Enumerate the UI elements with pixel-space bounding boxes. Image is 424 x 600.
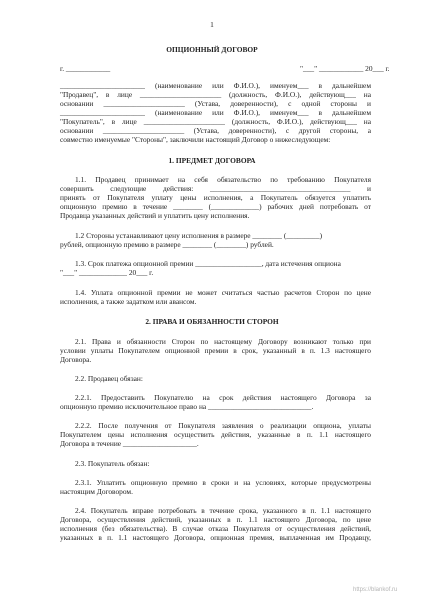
preamble-line: основании ______________________ (Устава, доверенности), с другой стороны, а xyxy=(60,126,371,135)
watermark: https://blankof.ru xyxy=(353,587,398,593)
page-number: 1 xyxy=(210,20,214,29)
clause-1-1-line: опционную премию в течение ________ (_____________) рабочих дней потребовать от xyxy=(60,202,371,211)
clause-2-2-2-line: Покупателем цены исполнения осуществить действия, указанные в п. 1.1 настоящего xyxy=(60,430,371,439)
clause-1-1-line: 1.1. Продавец принимает на себя обязательство по требованию Покупателя xyxy=(75,175,371,184)
clause-2-3-heading: 2.3. Покупатель обязан: xyxy=(75,459,150,468)
clause-1-2-line: рублей, опционную премию в размере ________ (________) рублей. xyxy=(60,240,274,249)
preamble-line: "Продавец", в лице ______________________ (должность, Ф.И.О.), действующ___ на xyxy=(60,90,371,99)
clause-2-4-line: Договора, осуществления действий, указанных в п. 1.1 настоящего Договора, по цене xyxy=(60,515,371,524)
clause-1-1-line: совершить следующие действия: ______________________________________ и xyxy=(60,184,371,193)
section-1-heading: 1. ПРЕДМЕТ ДОГОВОРА xyxy=(168,156,256,165)
clause-1-3-line: "___" _____________ 20___ г. xyxy=(60,268,154,277)
clause-1-1-line: принять от Покупателя уплату цены исполнения, а Покупатель обязуется уплатить xyxy=(60,193,371,202)
clause-2-3-1-line: настоящим Договором. xyxy=(60,487,133,496)
preamble-line: _______________________ (наименование или Ф.И.О.), именуем___ в дальнейшем xyxy=(60,108,371,117)
preamble-line: "Покупатель", в лице ______________________ (должность, Ф.И.О.), действующ___ на xyxy=(60,117,371,126)
preamble-line: основании ______________________ (Устава, доверенности), с одной стороны и xyxy=(60,99,371,108)
clause-2-3-1-line: 2.3.1. Уплатить опционную премию в сроки и на условиях, которые предусмотрены xyxy=(75,478,371,487)
clause-2-2-1-line: опционную премию исключительное право на ____________________________. xyxy=(60,402,314,411)
clause-2-2-2-line: Договора в течение ____________________. xyxy=(60,439,199,448)
city-field: г. ____________ xyxy=(60,64,111,73)
preamble-line: совместно именуемые "Стороны", заключили настоящий Договор о нижеследующем: xyxy=(60,135,331,144)
clause-2-1-line: Договора. xyxy=(60,355,92,364)
clause-1-3-line: 1.3. Срок платежа опционной премии __________________, дата истечения опциона xyxy=(75,259,341,268)
clause-2-2-2-line: 2.2.2. После получения от Покупателя заявления о реализации опциона, уплаты xyxy=(75,421,371,430)
clause-2-2-heading: 2.2. Продавец обязан: xyxy=(75,374,143,383)
clause-2-4-line: указанных в п. 1.1 настоящего Договора, опционная премия, выплаченная им Продавцу, xyxy=(60,533,371,542)
clause-1-4-line: исполнения, а также задатком или авансом. xyxy=(60,297,197,306)
clause-2-4-line: 2.4. Покупатель вправе потребовать в течение срока, указанного в п. 1.1 настоящего xyxy=(75,506,371,515)
clause-1-1-line: Продавца указанных действий и уплатить цену исполнения. xyxy=(60,211,250,220)
date-field: "___" ____________ 20___ г. xyxy=(300,64,390,73)
clause-1-2-line: 1.2 Стороны устанавливают цену исполнения в размере ________ (_________) xyxy=(75,231,323,240)
clause-2-4-line: исполнения (без обязательства). В случае отказа Покупателя от осуществления действий, xyxy=(60,524,371,533)
preamble-line: _______________________ (наименование или Ф.И.О.), именуем___ в дальнейшем xyxy=(60,81,371,90)
document-title: ОПЦИОННЫЙ ДОГОВОР xyxy=(166,45,258,54)
clause-2-1-line: 2.1. Права и обязанности Сторон по настоящему Договору возникают только при xyxy=(75,337,371,346)
clause-2-1-line: условии уплаты Покупателем опционной премии в срок, указанный в п. 1.3 настоящего xyxy=(60,346,371,355)
clause-2-2-1-line: 2.2.1. Предоставить Покупателю на срок действия настоящего Договора за xyxy=(75,393,371,402)
section-2-heading: 2. ПРАВА И ОБЯЗАННОСТИ СТОРОН xyxy=(145,317,279,326)
clause-1-4-line: 1.4. Уплата опционной премии не может считаться частью расчетов Сторон по цене xyxy=(75,288,371,297)
